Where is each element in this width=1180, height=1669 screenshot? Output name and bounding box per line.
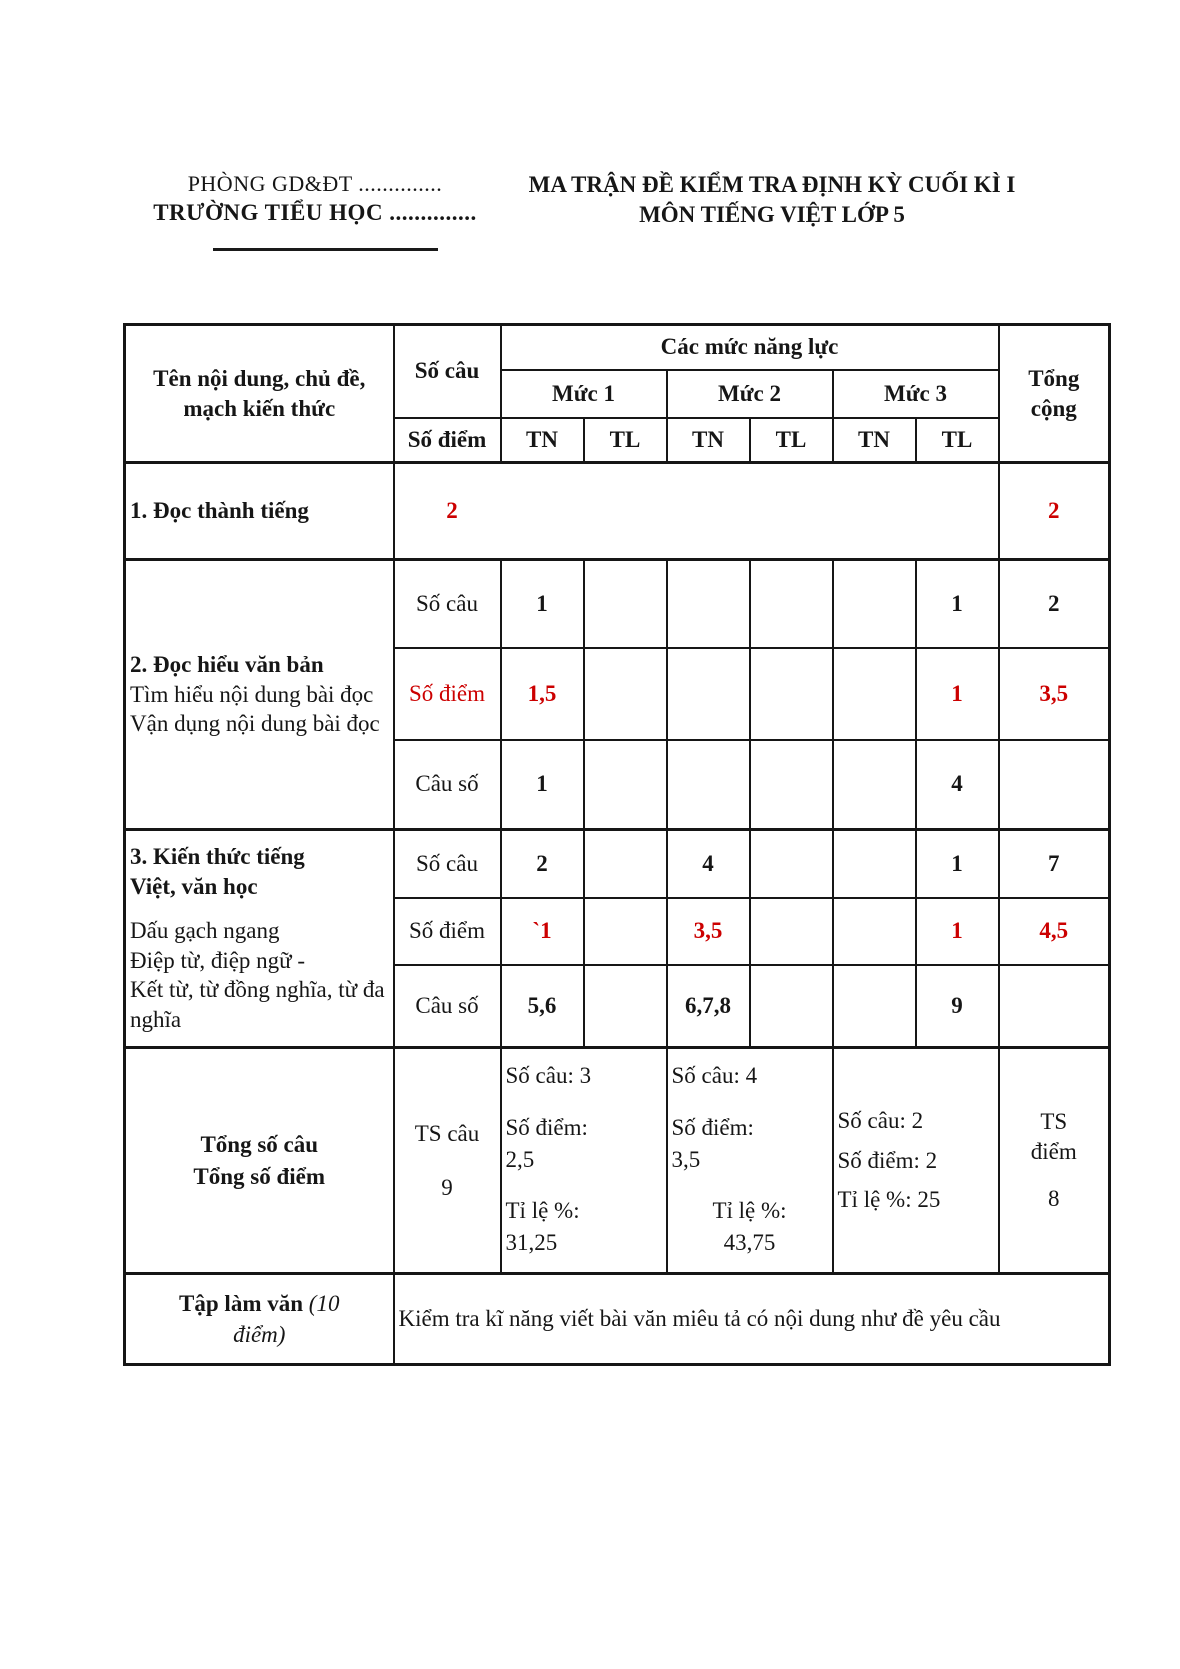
header-so-cau: Số câu [394, 325, 501, 418]
row-total [999, 965, 1110, 1048]
essay-label-cell [125, 1274, 394, 1365]
ts-cau-value: 9 [441, 1174, 453, 1200]
header-so-diem: Số điểm [394, 418, 501, 463]
level1-ti-le-label: Tỉ lệ %: [505, 1198, 580, 1224]
level3-so-cau: Số câu: 2 [837, 1107, 924, 1133]
level2-ti-le-label: Tỉ lệ %: [712, 1198, 787, 1224]
ts-cau-label: TS câu [414, 1120, 480, 1146]
row-label: Số câu [394, 830, 501, 898]
section3-desc-2: Điệp từ, điệp ngữ - [130, 947, 306, 973]
section1-score: 2 [446, 498, 458, 524]
value-cell [667, 740, 750, 830]
value-cell [750, 898, 833, 965]
value-cell [833, 898, 916, 965]
section1-score-span [394, 463, 999, 560]
value-cell: 1 [916, 648, 999, 740]
value-cell [750, 740, 833, 830]
value-cell: `1 [501, 898, 584, 965]
value-cell [584, 740, 667, 830]
ts-diem-line1: TS [1040, 1108, 1068, 1134]
header-tl-3: TL [916, 418, 999, 463]
row-total: 3,5 [999, 648, 1110, 740]
section2-desc-2: Vận dụng nội dung bài đọc [130, 711, 380, 737]
org-department-line: PHÒNG GD&ĐT .............. [187, 171, 443, 196]
totals-level1-cell [501, 1048, 667, 1274]
totals-ts-cau-cell [394, 1048, 501, 1274]
totals-ts-diem-cell [999, 1048, 1110, 1274]
section3-title: 3. Kiến thức tiếng Việt, văn học [130, 843, 305, 899]
level1-so-cau: Số câu: 3 [505, 1062, 592, 1088]
value-cell [833, 648, 916, 740]
row-total: 2 [999, 560, 1110, 648]
value-cell [584, 830, 667, 898]
level2-so-cau: Số câu: 4 [671, 1062, 758, 1088]
section2-title: 2. Đọc hiểu văn bản [130, 651, 324, 677]
essay-label-bold: Tập làm văn [179, 1290, 304, 1316]
header-tn-3: TN [833, 418, 916, 463]
value-cell [833, 560, 916, 648]
level1-so-diem-label: Số điểm: [505, 1114, 588, 1140]
section1-total: 2 [999, 463, 1110, 560]
value-cell [833, 740, 916, 830]
value-cell [584, 965, 667, 1048]
value-cell: 4 [916, 740, 999, 830]
value-cell: 1 [916, 898, 999, 965]
value-cell: 1 [501, 560, 584, 648]
essay-content-cell: Kiểm tra kĩ năng viết bài văn miêu tả có nội dung như đề yêu cầu [394, 1274, 1110, 1365]
value-cell: 1 [916, 830, 999, 898]
row-label: Câu số [394, 965, 501, 1048]
value-cell [750, 560, 833, 648]
value-cell: 4 [667, 830, 750, 898]
level1-ti-le-value: 31,25 [505, 1230, 558, 1256]
totals-level2-cell [667, 1048, 833, 1274]
value-cell [584, 648, 667, 740]
level1-so-diem-value: 2,5 [505, 1146, 535, 1172]
document-title-line1: MA TRẬN ĐỀ KIỂM TRA ĐỊNH KỲ CUỐI KÌ I [528, 172, 1016, 197]
value-cell [667, 648, 750, 740]
value-cell [750, 965, 833, 1048]
totals-level3-cell [833, 1048, 999, 1274]
value-cell: 3,5 [667, 898, 750, 965]
essay-label [153, 1288, 365, 1350]
row-label: Số điểm [394, 898, 501, 965]
row-label: Số điểm [394, 648, 501, 740]
totals-label-line2: Tổng số điểm [193, 1163, 326, 1189]
value-cell: 1 [916, 560, 999, 648]
header-total-column: Tổng cộng [999, 325, 1110, 463]
ts-diem-value: 8 [1048, 1186, 1060, 1212]
level3-ti-le: Tỉ lệ %: 25 [837, 1187, 941, 1213]
row-total: 7 [999, 830, 1110, 898]
value-cell: 6,7,8 [667, 965, 750, 1048]
section2-desc-1: Tìm hiểu nội dung bài đọc [130, 681, 374, 707]
header-tl-1: TL [584, 418, 667, 463]
value-cell [584, 898, 667, 965]
exam-matrix-table [123, 323, 1111, 1366]
value-cell [584, 560, 667, 648]
totals-label-cell [125, 1048, 394, 1274]
header-levels-group: Các mức năng lực [501, 325, 999, 370]
document-title-line2: MÔN TIẾNG VIỆT LỚP 5 [639, 201, 905, 227]
section1-label: 1. Đọc thành tiếng [125, 463, 394, 560]
value-cell: 1,5 [501, 648, 584, 740]
value-cell: 2 [501, 830, 584, 898]
value-cell [750, 648, 833, 740]
header-tn-2: TN [667, 418, 750, 463]
org-underline [213, 248, 438, 251]
value-cell: 9 [916, 965, 999, 1048]
section2-label-cell [125, 560, 394, 830]
essay-label-italic: (10 điểm) [233, 1290, 340, 1347]
org-school-line: TRƯỜNG TIỂU HỌC .............. [153, 200, 477, 226]
matrix-table-wrapper [123, 323, 1111, 1366]
row-total: 4,5 [999, 898, 1110, 965]
header-level-1: Mức 1 [501, 370, 667, 418]
section3-label-cell [125, 830, 394, 1048]
document-title-block [528, 170, 1016, 230]
value-cell [750, 830, 833, 898]
value-cell [667, 560, 750, 648]
value-cell: 1 [501, 740, 584, 830]
value-cell: 5,6 [501, 965, 584, 1048]
value-cell [833, 830, 916, 898]
section3-desc-3: Kết từ, từ đồng nghĩa, từ đa nghĩa [130, 977, 385, 1033]
row-label: Câu số [394, 740, 501, 830]
header-tn-1: TN [501, 418, 584, 463]
header-tl-2: TL [750, 418, 833, 463]
header-level-3: Mức 3 [833, 370, 999, 418]
row-label: Số câu [394, 560, 501, 648]
row-total [999, 740, 1110, 830]
header-level-2: Mức 2 [667, 370, 833, 418]
level2-ti-le-value: 43,75 [723, 1230, 776, 1256]
level3-so-diem: Số điểm: 2 [837, 1147, 938, 1173]
value-cell [833, 965, 916, 1048]
level2-so-diem-value: 3,5 [671, 1146, 701, 1172]
totals-label-line1: Tổng số câu [200, 1132, 319, 1158]
level2-so-diem-label: Số điểm: [671, 1114, 754, 1140]
org-header-block [145, 170, 485, 251]
section3-desc-1: Dấu gạch ngang [130, 917, 280, 943]
ts-diem-line2: điểm [1030, 1138, 1077, 1164]
header-content-column: Tên nội dung, chủ đề, mạch kiến thức [125, 325, 394, 463]
